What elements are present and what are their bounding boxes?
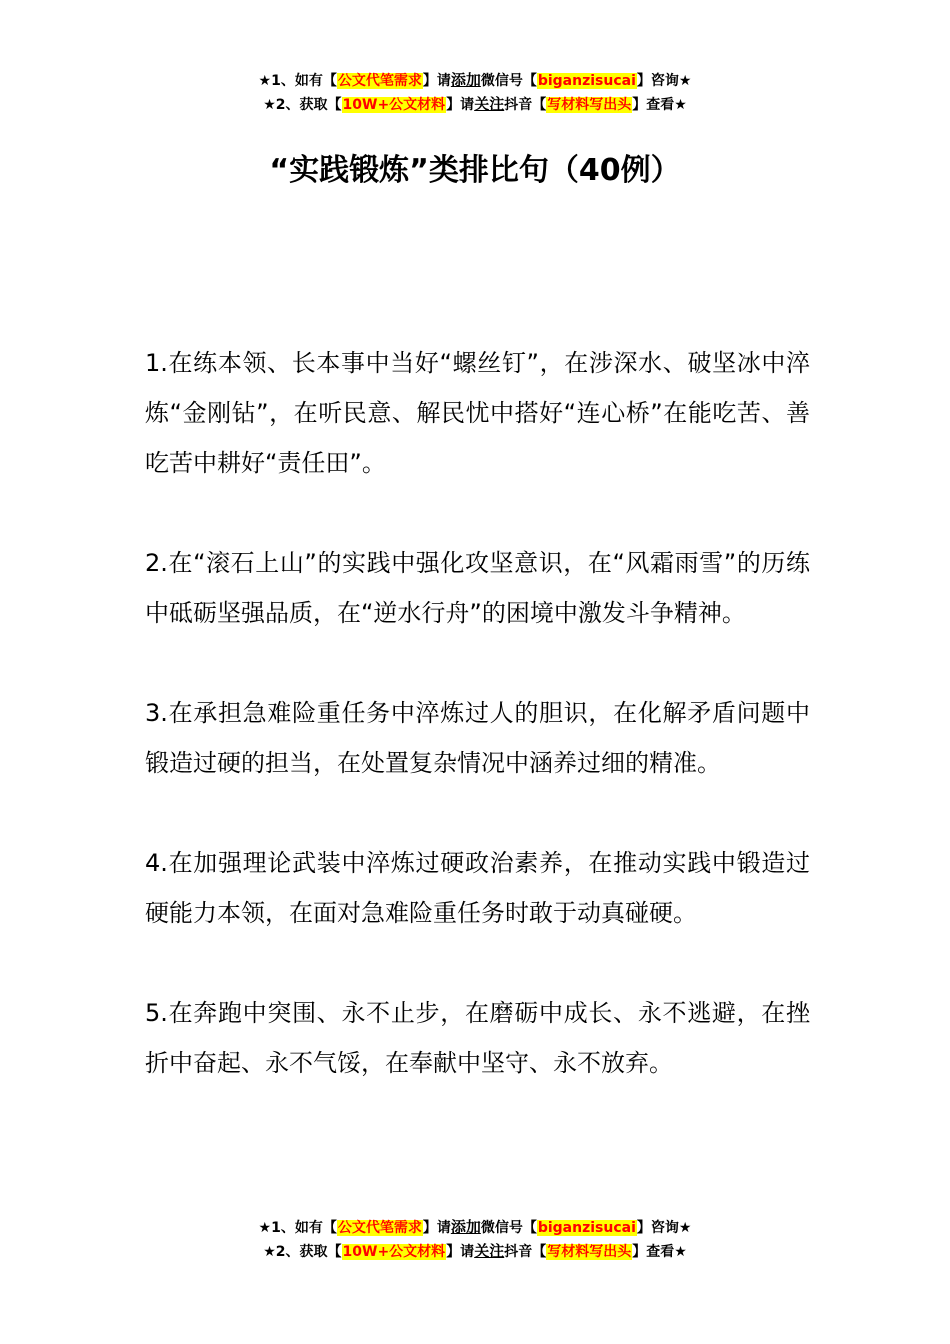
banner-emphasis: 关注 — [474, 1242, 505, 1260]
banner-emphasis: 添加 — [450, 71, 481, 89]
page-title: “实践锻炼”类排比句（40例） — [269, 153, 681, 188]
banner-text: ★1、如有【 — [258, 1220, 337, 1236]
banner-text: 抖音【 — [504, 1244, 547, 1260]
highlight-wechat-id: biganzisucai — [537, 1220, 636, 1236]
banner-text: 】请 — [446, 1244, 475, 1260]
footer-banner — [0, 1215, 950, 1263]
paragraph-4: 4.在加强理论武装中淬炼过硬政治素养，在推动实践中锻造过硬能力本领，在面对急难险重任务时敢于动真碰硬。 — [145, 849, 810, 927]
paragraph-1: 1.在练本领、长本事中当好“螺丝钉”，在涉深水、破坚冰中淬炼“金刚钻”，在听民意、解民忧中搭好“连心桥”在能吃苦、善吃苦中耕好“责任田”。 — [145, 349, 810, 477]
highlight-service: 公文代笔需求 — [337, 73, 422, 89]
banner-line-1 — [0, 68, 950, 92]
paragraph-3: 3.在承担急难险重任务中淬炼过人的胆识，在化解矛盾问题中锻造过硬的担当，在处置复杂情况中涵养过细的精准。 — [145, 699, 810, 777]
banner-text: ★2、获取【 — [263, 1244, 342, 1260]
banner-text: 】查看★ — [632, 1244, 687, 1260]
banner-line-2 — [0, 1239, 950, 1263]
banner-text: 微信号【 — [480, 73, 537, 89]
highlight-service: 公文代笔需求 — [337, 1220, 422, 1236]
highlight-wechat-id: biganzisucai — [537, 73, 636, 89]
banner-text: ★1、如有【 — [258, 73, 337, 89]
paragraph-5: 5.在奔跑中突围、永不止步，在磨砺中成长、永不逃避，在挫折中奋起、永不气馁，在奉献中坚守、永不放弃。 — [145, 999, 810, 1077]
banner-text: 】请 — [422, 1220, 451, 1236]
banner-text: 】咨询★ — [636, 1220, 692, 1236]
banner-text: ★2、获取【 — [263, 97, 342, 113]
banner-emphasis: 添加 — [450, 1218, 481, 1236]
highlight-douyin-account: 写材料写出头 — [547, 1244, 632, 1260]
highlight-materials: 10W+公文材料 — [342, 97, 446, 113]
highlight-materials: 10W+公文材料 — [342, 1244, 446, 1260]
banner-line-1 — [0, 1215, 950, 1239]
document-body — [145, 338, 810, 1138]
highlight-douyin-account: 写材料写出头 — [547, 97, 632, 113]
banner-text: 抖音【 — [504, 97, 547, 113]
header-banner — [0, 68, 950, 116]
banner-text: 】咨询★ — [636, 73, 692, 89]
banner-line-2 — [0, 92, 950, 116]
banner-text: 】查看★ — [632, 97, 687, 113]
paragraph-2: 2.在“滚石上山”的实践中强化攻坚意识，在“风霜雨雪”的历练中砥砺坚强品质，在“逆水行舟”的困境中激发斗争精神。 — [145, 549, 810, 627]
banner-emphasis: 关注 — [474, 95, 505, 113]
banner-text: 】请 — [446, 97, 475, 113]
banner-text: 】请 — [422, 73, 451, 89]
banner-text: 微信号【 — [480, 1220, 537, 1236]
